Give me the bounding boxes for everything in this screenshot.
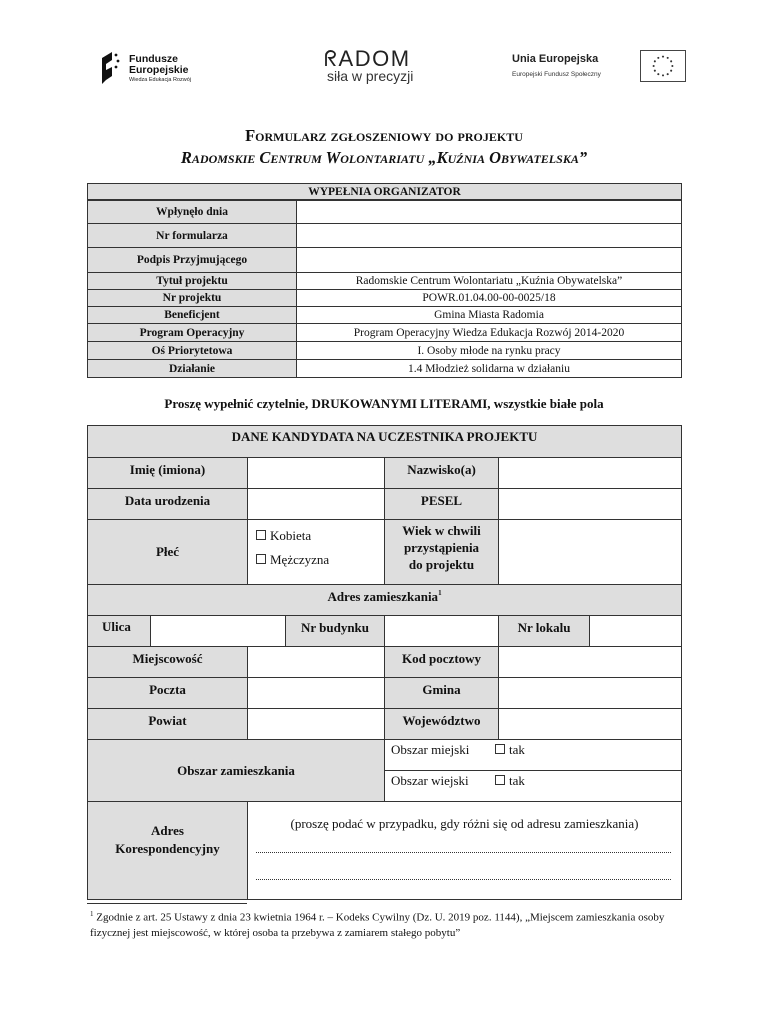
area-of-residence-label: Obszar zamieszkania: [87, 739, 385, 802]
radom-logo: [318, 44, 428, 88]
organizer-value: Gmina Miasta Radomia: [296, 306, 682, 324]
age-field[interactable]: [498, 519, 682, 585]
footnote-text: Zgodnie z art. 25 Ustawy z dnia 23 kwietnia 1964 r. – Kodeks Cywilny (Dz. U. 2019 poz. 1144), „Miejscem zamieszkania osoby fizycznej jest miejscowość, w której osoba ta przebywa z zamiarem stałego pobytu”: [90, 911, 665, 939]
dotted-line: [256, 852, 671, 853]
sex-option-female[interactable]: [256, 528, 311, 544]
dotted-line: [256, 879, 671, 880]
birth-date-field[interactable]: [247, 488, 385, 520]
form-title: Formularz zgłoszeniowy do projektu: [245, 126, 523, 145]
first-name-field[interactable]: [247, 457, 385, 489]
organizer-label: Tytuł projektu: [87, 272, 297, 290]
correspondence-label-line1: Adres: [151, 823, 184, 838]
fundusze-europejskie-logo: [96, 44, 208, 90]
commune-label: Gmina: [384, 677, 499, 709]
organizer-table: [87, 183, 682, 378]
rural-yes-label: tak: [509, 773, 525, 788]
fundusze-europejskie-mark-icon: [100, 50, 120, 86]
radom-logo-name: ᖇADOM: [324, 46, 411, 71]
sex-option-male[interactable]: [256, 552, 329, 568]
candidate-header: DANE KANDYDATA NA UCZESTNIKA PROJEKTU: [87, 425, 682, 458]
fundusze-logo-line1: Fundusze: [129, 53, 178, 65]
postal-code-label: Kod pocztowy: [384, 646, 499, 678]
organizer-label: Beneficjent: [87, 306, 297, 324]
first-name-label: Imię (imiona): [87, 457, 248, 489]
footnote-marker: 1: [438, 589, 442, 597]
last-name-label: Nazwisko(a): [384, 457, 499, 489]
correspondence-address-label: [87, 801, 248, 900]
rural-area-option[interactable]: [495, 773, 525, 789]
building-number-label: Nr budynku: [285, 615, 385, 647]
age-label: [384, 519, 499, 585]
last-name-field[interactable]: [498, 457, 682, 489]
checkbox-icon[interactable]: [495, 744, 505, 754]
urban-yes-label: tak: [509, 742, 525, 757]
organizer-label: Oś Priorytetowa: [87, 341, 297, 360]
age-label-line2: przystąpienia: [403, 540, 480, 555]
form-number-field[interactable]: [296, 223, 682, 248]
organizer-value: Radomskie Centrum Wolontariatu „Kuźnia Obywatelska”: [296, 272, 682, 290]
sex-male-label: Mężczyzna: [270, 552, 330, 567]
sex-label: Płeć: [87, 519, 248, 585]
sex-female-label: Kobieta: [270, 528, 312, 543]
unia-europejska-logo: [508, 46, 686, 88]
correspondence-label-line2: Korespondencyjny: [115, 841, 220, 856]
receiver-signature-field[interactable]: [296, 247, 682, 273]
organizer-label: Nr formularza: [87, 223, 297, 248]
checkbox-icon[interactable]: [495, 775, 505, 785]
apartment-number-field[interactable]: [589, 615, 682, 647]
pesel-field[interactable]: [498, 488, 682, 520]
fundusze-logo-line3: Wiedza Edukacja Rozwój: [129, 77, 192, 83]
urban-area-label: Obszar miejski: [391, 742, 470, 757]
voivodeship-label: Województwo: [384, 708, 499, 740]
organizer-label: Nr projektu: [87, 289, 297, 307]
correspondence-note: (proszę podać w przypadku, gdy różni się od adresu zamieszkania): [290, 816, 639, 831]
street-field[interactable]: [150, 615, 286, 647]
town-field[interactable]: [247, 646, 385, 678]
radom-logo-tagline: siła w precyzji: [327, 68, 414, 84]
organizer-header: WYPEŁNIA ORGANIZATOR: [87, 183, 682, 200]
organizer-label: Program Operacyjny: [87, 323, 297, 342]
age-label-line3: do projektu: [408, 557, 475, 572]
organizer-value: Program Operacyjny Wiedza Edukacja Rozwój 2014-2020: [296, 323, 682, 342]
ue-logo-line1: Unia Europejska: [512, 53, 599, 65]
footnote-number: 1: [90, 910, 94, 918]
footnote-separator: [87, 903, 247, 904]
footnote: [90, 907, 680, 941]
organizer-label: Działanie: [87, 359, 297, 378]
checkbox-icon[interactable]: [256, 530, 266, 540]
age-label-line1: Wiek w chwili: [402, 523, 481, 538]
ue-logo-line2: Europejski Fundusz Społeczny: [512, 71, 601, 78]
form-subtitle: Radomskie Centrum Wolontariatu „Kuźnia Obywatelska”: [180, 148, 588, 167]
organizer-value: 1.4 Młodzież solidarna w działaniu: [296, 359, 682, 378]
urban-area-row: [384, 739, 682, 771]
county-label: Powiat: [87, 708, 248, 740]
organizer-value: I. Osoby młode na rynku pracy: [296, 341, 682, 360]
organizer-label: Podpis Przyjmującego: [87, 247, 297, 273]
residence-address-title: Adres zamieszkania: [327, 589, 439, 604]
residence-address-header: [87, 584, 682, 616]
post-office-label: Poczta: [87, 677, 248, 709]
commune-field[interactable]: [498, 677, 682, 709]
street-label: Ulica: [87, 615, 151, 647]
voivodeship-field[interactable]: [498, 708, 682, 740]
fill-instruction: Proszę wypełnić czytelnie, DRUKOWANYMI LITERAMI, wszystkie białe pola: [164, 396, 604, 411]
candidate-table: [87, 425, 682, 900]
sex-options: [247, 519, 385, 585]
apartment-number-label: Nr lokalu: [498, 615, 590, 647]
county-field[interactable]: [247, 708, 385, 740]
building-number-field[interactable]: [384, 615, 499, 647]
town-label: Miejscowość: [87, 646, 248, 678]
eu-flag-icon: [640, 50, 686, 82]
rural-area-label: Obszar wiejski: [391, 773, 469, 788]
birth-date-label: Data urodzenia: [87, 488, 248, 520]
urban-area-option[interactable]: [495, 742, 525, 758]
correspondence-address-field[interactable]: [247, 801, 682, 900]
fundusze-logo-line2: Europejskie: [129, 64, 189, 76]
organizer-value: POWR.01.04.00-00-0025/18: [296, 289, 682, 307]
checkbox-icon[interactable]: [256, 554, 266, 564]
postal-code-field[interactable]: [498, 646, 682, 678]
received-date-field[interactable]: [296, 200, 682, 224]
rural-area-row: [384, 770, 682, 802]
pesel-label: PESEL: [384, 488, 499, 520]
organizer-label: Wpłynęło dnia: [87, 200, 297, 224]
post-office-field[interactable]: [247, 677, 385, 709]
